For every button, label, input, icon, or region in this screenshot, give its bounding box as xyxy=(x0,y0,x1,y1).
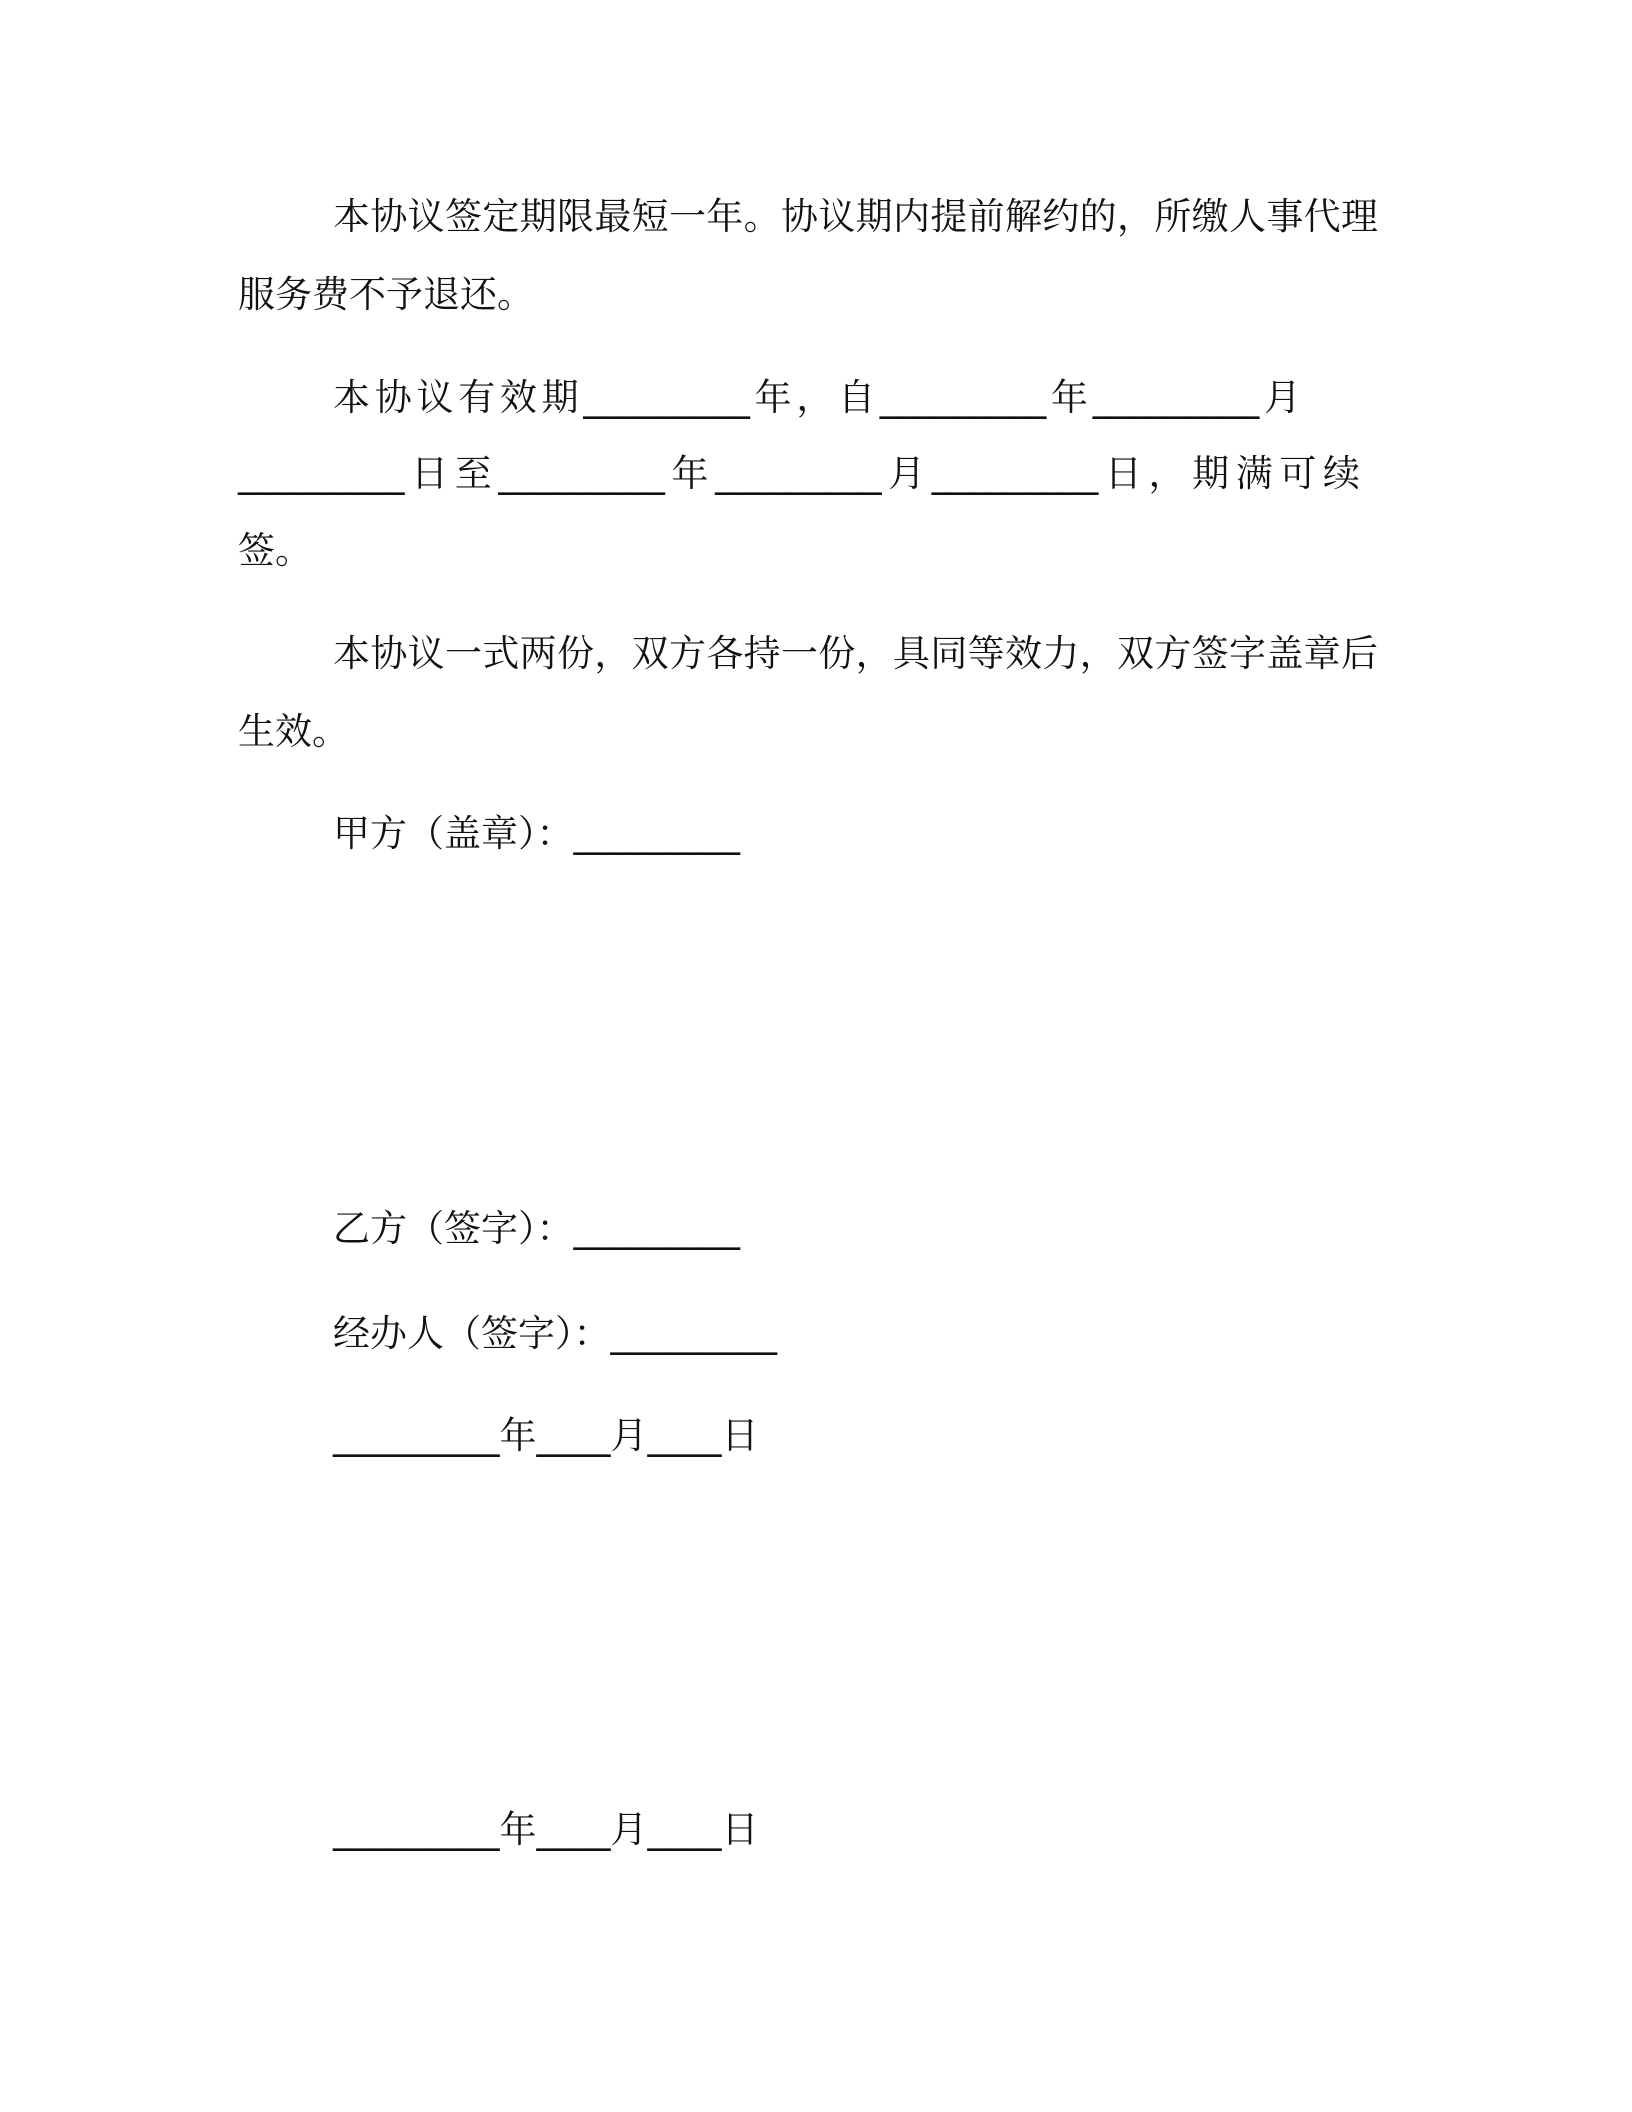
date-line-2: _________年____月____日 xyxy=(333,1808,759,1851)
handler-signature-line: 经办人（签字）：_________ xyxy=(333,1312,777,1355)
paragraph-1-line-1: 本协议签定期限最短一年。协议期内提前解约的，所缴人事代理 xyxy=(333,195,1378,238)
paragraph-3-line-1: 本协议一式两份，双方各持一份，具同等效力，双方签字盖章后 xyxy=(333,632,1378,675)
paragraph-2-line-2: _________日至_________年_________月_________日，期满可续 xyxy=(238,452,1360,495)
paragraph-3-line-2: 生效。 xyxy=(238,710,349,753)
paragraph-2-line-3: 签。 xyxy=(238,529,312,572)
party-b-signature-line: 乙方（签字）：_________ xyxy=(333,1207,740,1250)
party-a-seal-line: 甲方（盖章）：_________ xyxy=(333,812,740,855)
paragraph-1-line-2: 服务费不予退还。 xyxy=(238,273,534,316)
paragraph-2-line-1: 本协议有效期_________年，自_________年_________月 xyxy=(333,376,1301,419)
date-line-1: _________年____月____日 xyxy=(333,1414,759,1457)
